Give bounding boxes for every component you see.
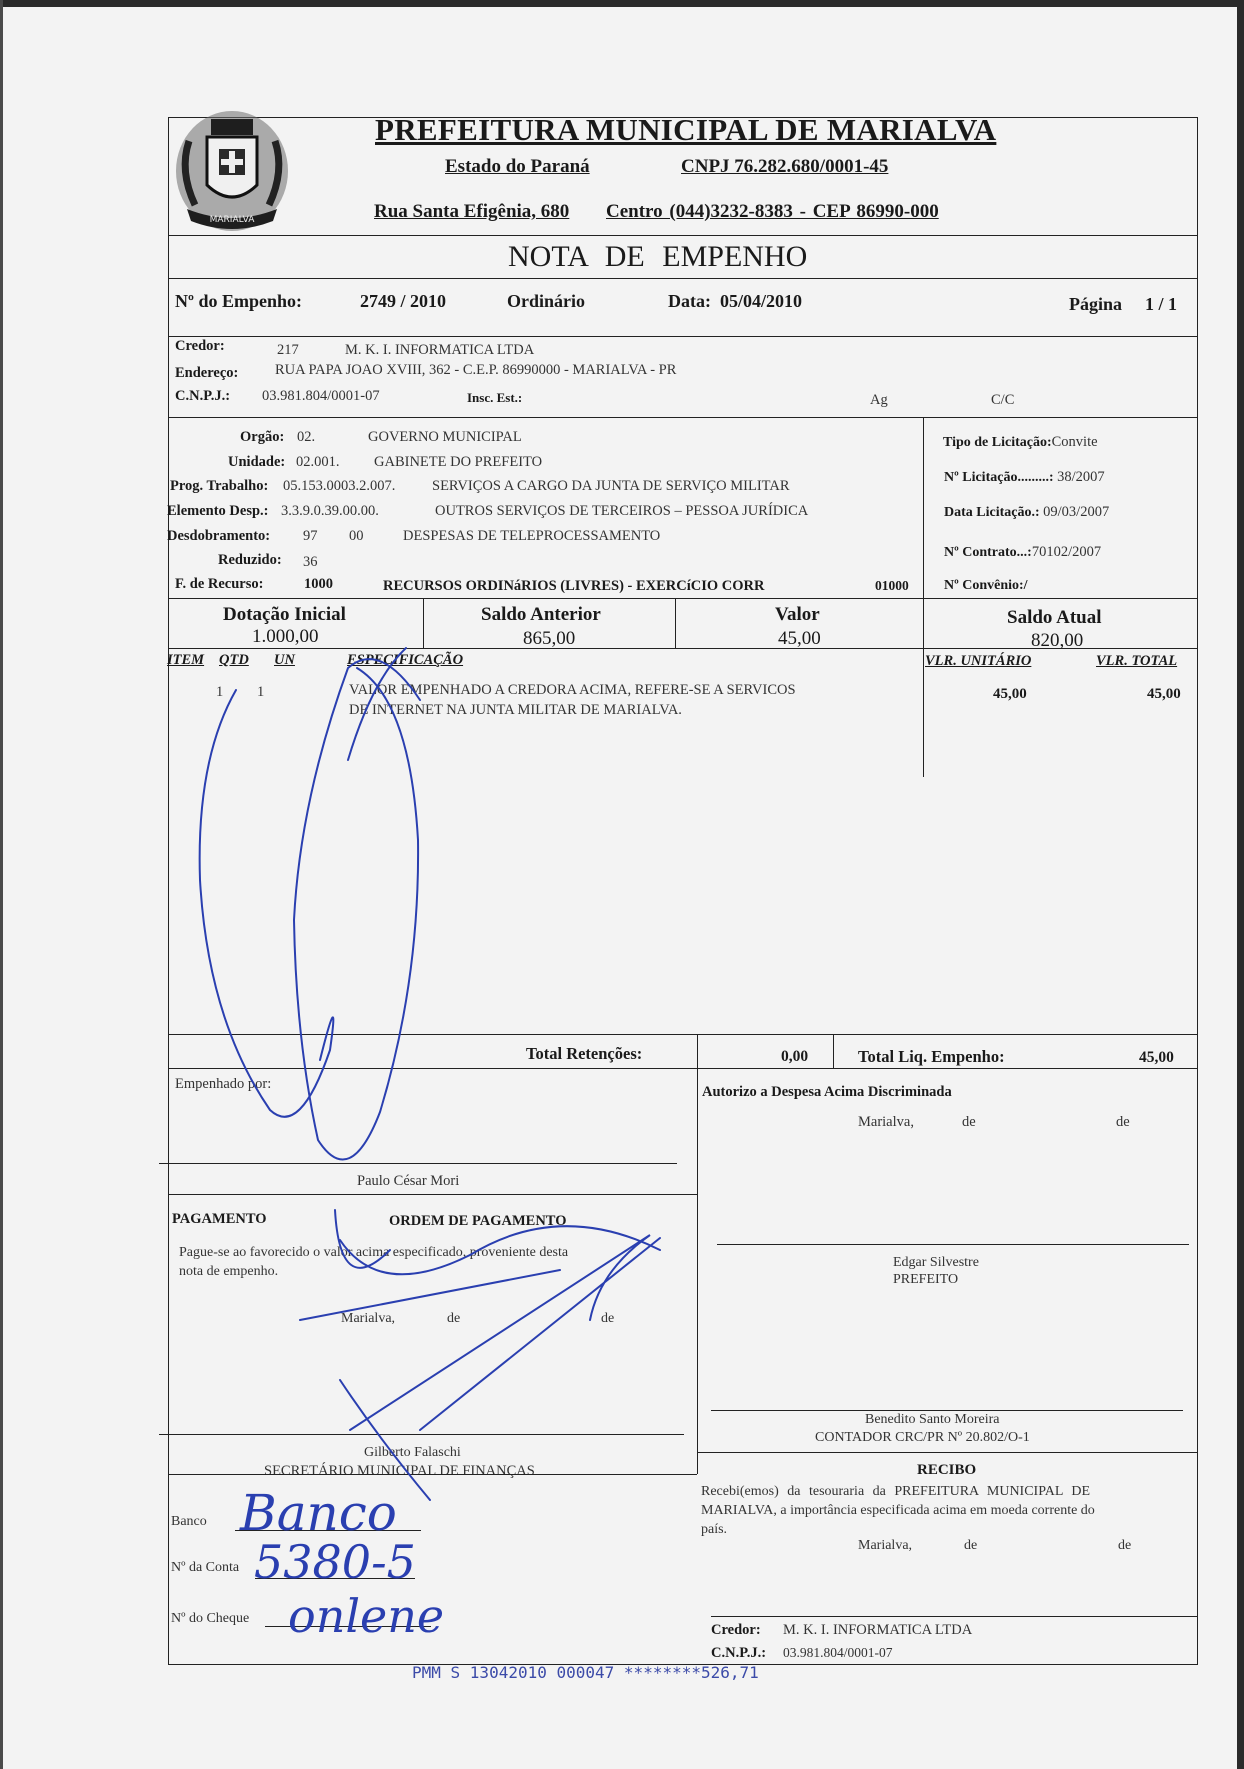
pagamento-label: PAGAMENTO bbox=[172, 1211, 267, 1227]
recibo-title: RECIBO bbox=[917, 1462, 977, 1478]
recibo-text-2: MARIALVA, a importância especificada acima em moeda corrente do bbox=[701, 1503, 1095, 1518]
recurso-num: 01000 bbox=[875, 578, 909, 593]
orgao-code: 02. bbox=[297, 429, 316, 445]
reduzido-label: Reduzido: bbox=[218, 552, 282, 568]
empenho-number-label: Nº do Empenho: bbox=[175, 291, 302, 311]
cheque-label: Nº do Cheque bbox=[171, 1611, 250, 1626]
saldo-anterior-value: 865,00 bbox=[523, 628, 576, 649]
contrato-label: Nº Contrato...:70102/2007 bbox=[944, 544, 1102, 560]
empenho-type: Ordinário bbox=[507, 291, 586, 311]
licitacao-tipo: Convite bbox=[1051, 434, 1098, 450]
cashier-stamp: PMM S 13042010 000047 ********526,71 bbox=[412, 1663, 759, 1682]
empenho-number: 2749 / 2010 bbox=[360, 291, 447, 311]
pague-text-1: Pague-se ao favorecido o valor acima especificado, proveniente desta bbox=[179, 1245, 569, 1260]
pague-de-1: de bbox=[447, 1311, 461, 1326]
dotacao-value: 1.000,00 bbox=[252, 626, 319, 647]
recibo-de-1: de bbox=[964, 1538, 978, 1553]
col-total: VLR. TOTAL bbox=[1096, 653, 1178, 669]
valor-value: 45,00 bbox=[778, 628, 821, 649]
empenhado-name: Paulo César Mori bbox=[357, 1173, 460, 1189]
address-district-phone: Centro (044)3232-8383 - CEP 86990-000 bbox=[606, 201, 939, 222]
empenhado-label: Empenhado por: bbox=[175, 1076, 272, 1092]
nota-de-empenho-form bbox=[167, 112, 1198, 1665]
coat-of-arms-icon bbox=[173, 101, 291, 241]
recibo-text-1: Recebi(emos) da tesouraria da PREFEITURA MUNICIPAL DE bbox=[701, 1484, 1091, 1499]
desdob-code: 97 bbox=[303, 528, 318, 544]
insc-est-label: Insc. Est.: bbox=[467, 390, 523, 405]
credor-code: 217 bbox=[277, 342, 299, 358]
liquido-label: Total Liq. Empenho: bbox=[858, 1047, 1005, 1066]
col-qtd: QTD bbox=[219, 652, 249, 668]
page-number: 1 / 1 bbox=[1145, 294, 1178, 314]
recurso-code: 1000 bbox=[304, 576, 333, 592]
retencoes-label: Total Retenções: bbox=[526, 1044, 643, 1063]
prefeito-name: Edgar Silvestre bbox=[893, 1255, 979, 1270]
prog-code: 05.153.0003.2.007. bbox=[283, 478, 396, 494]
contrato-value: 70102/2007 bbox=[1031, 544, 1102, 560]
pague-de-2: de bbox=[601, 1311, 615, 1326]
row-total: 45,00 bbox=[1147, 686, 1181, 702]
desdob-label: Desdobramento: bbox=[167, 528, 271, 544]
row-item: 1 bbox=[216, 684, 224, 700]
credor-address: RUA PAPA JOAO XVIII, 362 - C.E.P. 86990000 - MARIALVA - PR bbox=[275, 362, 677, 378]
licitacao-num: 38/2007 bbox=[1057, 469, 1105, 485]
unidade-label: Unidade: bbox=[228, 454, 286, 470]
recibo-credor-name: M. K. I. INFORMATICA LTDA bbox=[783, 1622, 973, 1638]
ag-label: Ag bbox=[870, 392, 888, 408]
scan-edge-right bbox=[1237, 0, 1244, 1769]
cnpj-header: CNPJ 76.282.680/0001-45 bbox=[681, 156, 889, 177]
recurso-label: F. de Recurso: bbox=[175, 576, 264, 592]
row-spec-2: DE INTERNET NA JUNTA MILITAR DE MARIALVA. bbox=[349, 702, 682, 718]
saldo-atual-label: Saldo Atual bbox=[1007, 607, 1102, 628]
credor-cnpj: 03.981.804/0001-07 bbox=[262, 388, 380, 404]
recibo-cnpj: 03.981.804/0001-07 bbox=[783, 1645, 893, 1660]
page-label: Página bbox=[1069, 294, 1123, 314]
recibo-city: Marialva, bbox=[858, 1538, 913, 1553]
reduzido-value: 36 bbox=[303, 554, 318, 570]
handwritten-conta: 5380-5 bbox=[254, 1535, 416, 1589]
retencoes-value: 0,00 bbox=[781, 1048, 809, 1065]
autorizo-text: Autorizo a Despesa Acima Discriminada bbox=[702, 1084, 952, 1100]
recibo-de-2: de bbox=[1118, 1538, 1132, 1553]
state-name: Estado do Paraná bbox=[445, 156, 590, 177]
banco-label: Banco bbox=[171, 1514, 207, 1529]
pague-city: Marialva, bbox=[341, 1311, 396, 1326]
handwritten-cheque: onlene bbox=[288, 1589, 445, 1643]
licitacao-tipo-label: Tipo de Licitação:Convite bbox=[943, 434, 1098, 450]
org-title: PREFEITURA MUNICIPAL DE MARIALVA bbox=[375, 112, 997, 147]
licitacao-data-label: Data Licitação.: 09/03/2007 bbox=[944, 504, 1110, 520]
saldo-anterior-label: Saldo Anterior bbox=[481, 604, 601, 625]
conta-label: Nº da Conta bbox=[171, 1560, 240, 1575]
col-item: ITEM bbox=[167, 652, 205, 668]
row-spec-1: VALOR EMPENHADO A CREDORA ACIMA, REFERE-SE A SERVICOS bbox=[349, 682, 796, 698]
row-unit: 45,00 bbox=[993, 686, 1027, 702]
cc-label: C/C bbox=[991, 392, 1015, 408]
prefeito-role: PREFEITO bbox=[893, 1272, 959, 1287]
licitacao-num-label: Nº Licitação.........: 38/2007 bbox=[944, 469, 1105, 485]
endereco-label: Endereço: bbox=[175, 365, 239, 381]
recurso-name: RECURSOS ORDINáRIOS (LIVRES) - EXERCíCIO CORR bbox=[383, 578, 765, 594]
desdob-name: DESPESAS DE TELEPROCESSAMENTO bbox=[403, 528, 661, 544]
contador-name: Benedito Santo Moreira bbox=[865, 1412, 1000, 1427]
convenio-label: Nº Convênio:/ bbox=[944, 578, 1028, 593]
empenho-date-label: Data: bbox=[668, 291, 711, 311]
col-spec: ESPECIFICAÇÃO bbox=[347, 652, 464, 668]
address-street: Rua Santa Efigênia, 680 bbox=[374, 201, 570, 222]
credor-name: M. K. I. INFORMATICA LTDA bbox=[345, 342, 535, 358]
licitacao-data: 09/03/2007 bbox=[1043, 504, 1110, 520]
col-unit: VLR. UNITÁRIO bbox=[925, 653, 1032, 669]
prog-name: SERVIÇOS A CARGO DA JUNTA DE SERVIÇO MILITAR bbox=[432, 478, 790, 494]
valor-label: Valor bbox=[775, 604, 820, 625]
seal-text: MARIALVA bbox=[209, 215, 255, 225]
elemento-label: Elemento Desp.: bbox=[167, 503, 269, 519]
row-qtd: 1 bbox=[257, 684, 265, 700]
elemento-name: OUTROS SERVIÇOS DE TERCEIROS – PESSOA JURÍDICA bbox=[435, 503, 809, 519]
unidade-code: 02.001. bbox=[296, 454, 340, 470]
orgao-name: GOVERNO MUNICIPAL bbox=[368, 429, 522, 445]
desdob-sub: 00 bbox=[349, 528, 364, 544]
scan-edge-top bbox=[0, 0, 1244, 7]
cnpj-label: C.N.P.J.: bbox=[175, 388, 231, 404]
recibo-cnpj-label: C.N.P.J.: bbox=[711, 1645, 767, 1661]
secretario-role: SECRETÁRIO MUNICIPAL DE FINANÇAS bbox=[264, 1463, 535, 1479]
autorizo-de-2: de bbox=[1116, 1114, 1130, 1130]
elemento-code: 3.3.9.0.39.00.00. bbox=[281, 503, 379, 519]
unidade-name: GABINETE DO PREFEITO bbox=[374, 454, 543, 470]
saldo-atual-value: 820,00 bbox=[1031, 630, 1084, 651]
ordem-pagamento-label: ORDEM DE PAGAMENTO bbox=[389, 1213, 567, 1229]
doc-title: NOTA DE EMPENHO bbox=[508, 240, 808, 273]
autorizo-city: Marialva, bbox=[858, 1114, 914, 1130]
liquido-value: 45,00 bbox=[1139, 1049, 1174, 1066]
empenho-date: 05/04/2010 bbox=[720, 291, 803, 311]
prog-label: Prog. Trabalho: bbox=[170, 478, 269, 494]
dotacao-label: Dotação Inicial bbox=[223, 604, 346, 625]
scan-edge-left bbox=[0, 0, 3, 1769]
contador-role: CONTADOR CRC/PR Nº 20.802/O-1 bbox=[815, 1430, 1030, 1445]
credor-label: Credor: bbox=[175, 338, 225, 354]
pague-text-2: nota de empenho. bbox=[179, 1264, 279, 1279]
autorizo-de-1: de bbox=[962, 1114, 976, 1130]
handwritten-banco: Banco bbox=[240, 1484, 397, 1542]
orgao-label: Orgão: bbox=[240, 429, 285, 445]
col-un: UN bbox=[274, 652, 295, 668]
recibo-text-3: país. bbox=[701, 1522, 728, 1537]
recibo-credor-label: Credor: bbox=[711, 1622, 761, 1638]
secretario-name: Gilberto Falaschi bbox=[364, 1445, 461, 1460]
